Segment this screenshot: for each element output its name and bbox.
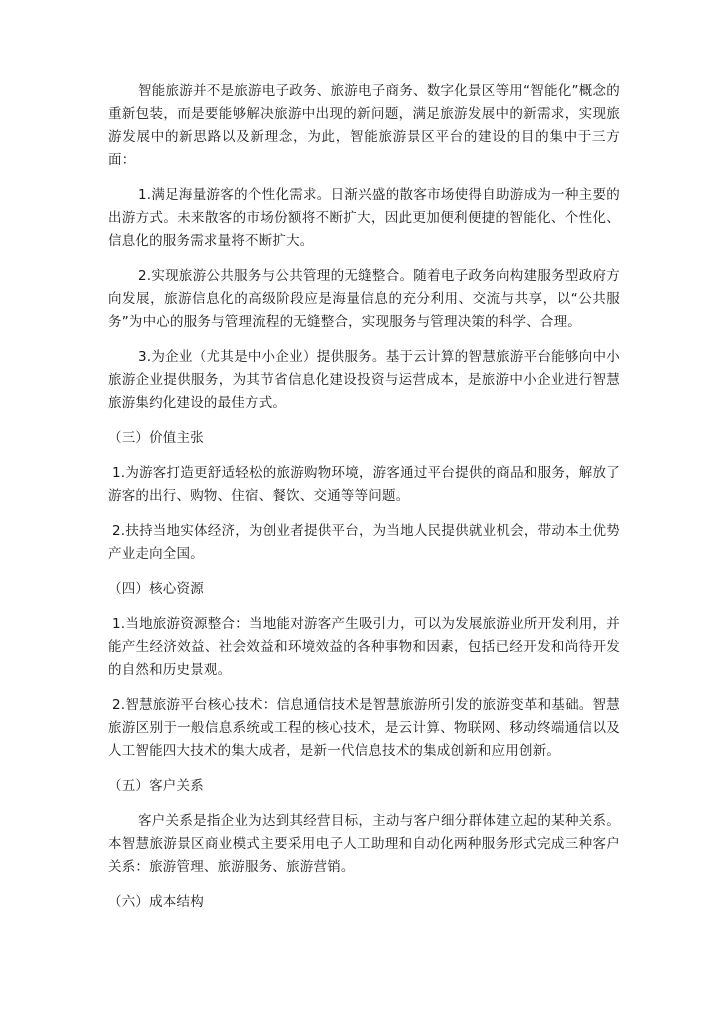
purpose-item-2: 2.实现旅游公共服务与公共管理的无缝整合。随着电子政务向构建服务型政府方向发展，旅游信息化的高级阶段应是海量信息的充分利用、交流与共享，以“公共服务”为中心的服务与管理流程的无缝整合，实现服务与管理决策的科学、合理。: [108, 268, 620, 330]
purpose-item-1: 1.满足海量游客的个性化需求。日渐兴盛的散客市场使得自助游成为一种主要的出游方式。未来散客的市场份额将不断扩大，因此更加便利便捷的智能化、个性化、信息化的服务需求量将不断扩大。: [108, 187, 620, 249]
resource-item-2: 2.智慧旅游平台核心技术：信息通信技术是智慧旅游所引发的旅游变革和基础。智慧旅游区别于一般信息系统或工程的核心技术，是云计算、物联网、移动终端通信以及人工智能四大技术的集大成者，是新一代信息技术的集成创新和应用创新。: [108, 697, 620, 759]
customer-relations-paragraph: 客户关系是指企业为达到其经营目标，主动与客户细分群体建立起的某种关系。本智慧旅游景区商业模式主要采用电子人工助理和自动化两种服务形式完成三种客户关系：旅游管理、旅游服务、旅游营销。: [108, 813, 620, 875]
purpose-item-3: 3.为企业（尤其是中小企业）提供服务。基于云计算的智慧旅游平台能够向中小旅游企业提供服务，为其节省信息化建设投资与运营成本，是旅游中小企业进行智慧旅游集约化建设的最佳方式。: [108, 349, 620, 411]
value-item-1: 1.为游客打造更舒适轻松的旅游购物环境，游客通过平台提供的商品和服务，解放了游客的出行、购物、住宿、餐饮、交通等等问题。: [108, 465, 620, 504]
section-heading-core-resources: （四）核心资源: [108, 581, 204, 597]
section-heading-cost-structure: （六）成本结构: [108, 894, 204, 910]
resource-item-1: 1.当地旅游资源整合：当地能对游客产生吸引力，可以为发展旅游业所开发利用，并能产生经济效益、社会效益和环境效益的各种事物和因素，包括已经开发和尚待开发的自然和历史景观。: [108, 616, 620, 678]
section-heading-value-proposition: （三）价值主张: [108, 430, 204, 446]
intro-paragraph: 智能旅游并不是旅游电子政务、旅游电子商务、数字化景区等用“智能化”概念的重新包装，而是要能够解决旅游中出现的新问题，满足旅游发展中的新需求，实现旅游发展中的新思路以及新理念，为此，智能旅游景区平台的建设的目的集中于三方面：: [108, 83, 620, 168]
section-heading-customer-relations: （五）客户关系: [108, 778, 204, 794]
value-item-2: 2.扶持当地实体经济，为创业者提供平台，为当地人民提供就业机会，带动本土优势产业走向全国。: [108, 523, 620, 562]
